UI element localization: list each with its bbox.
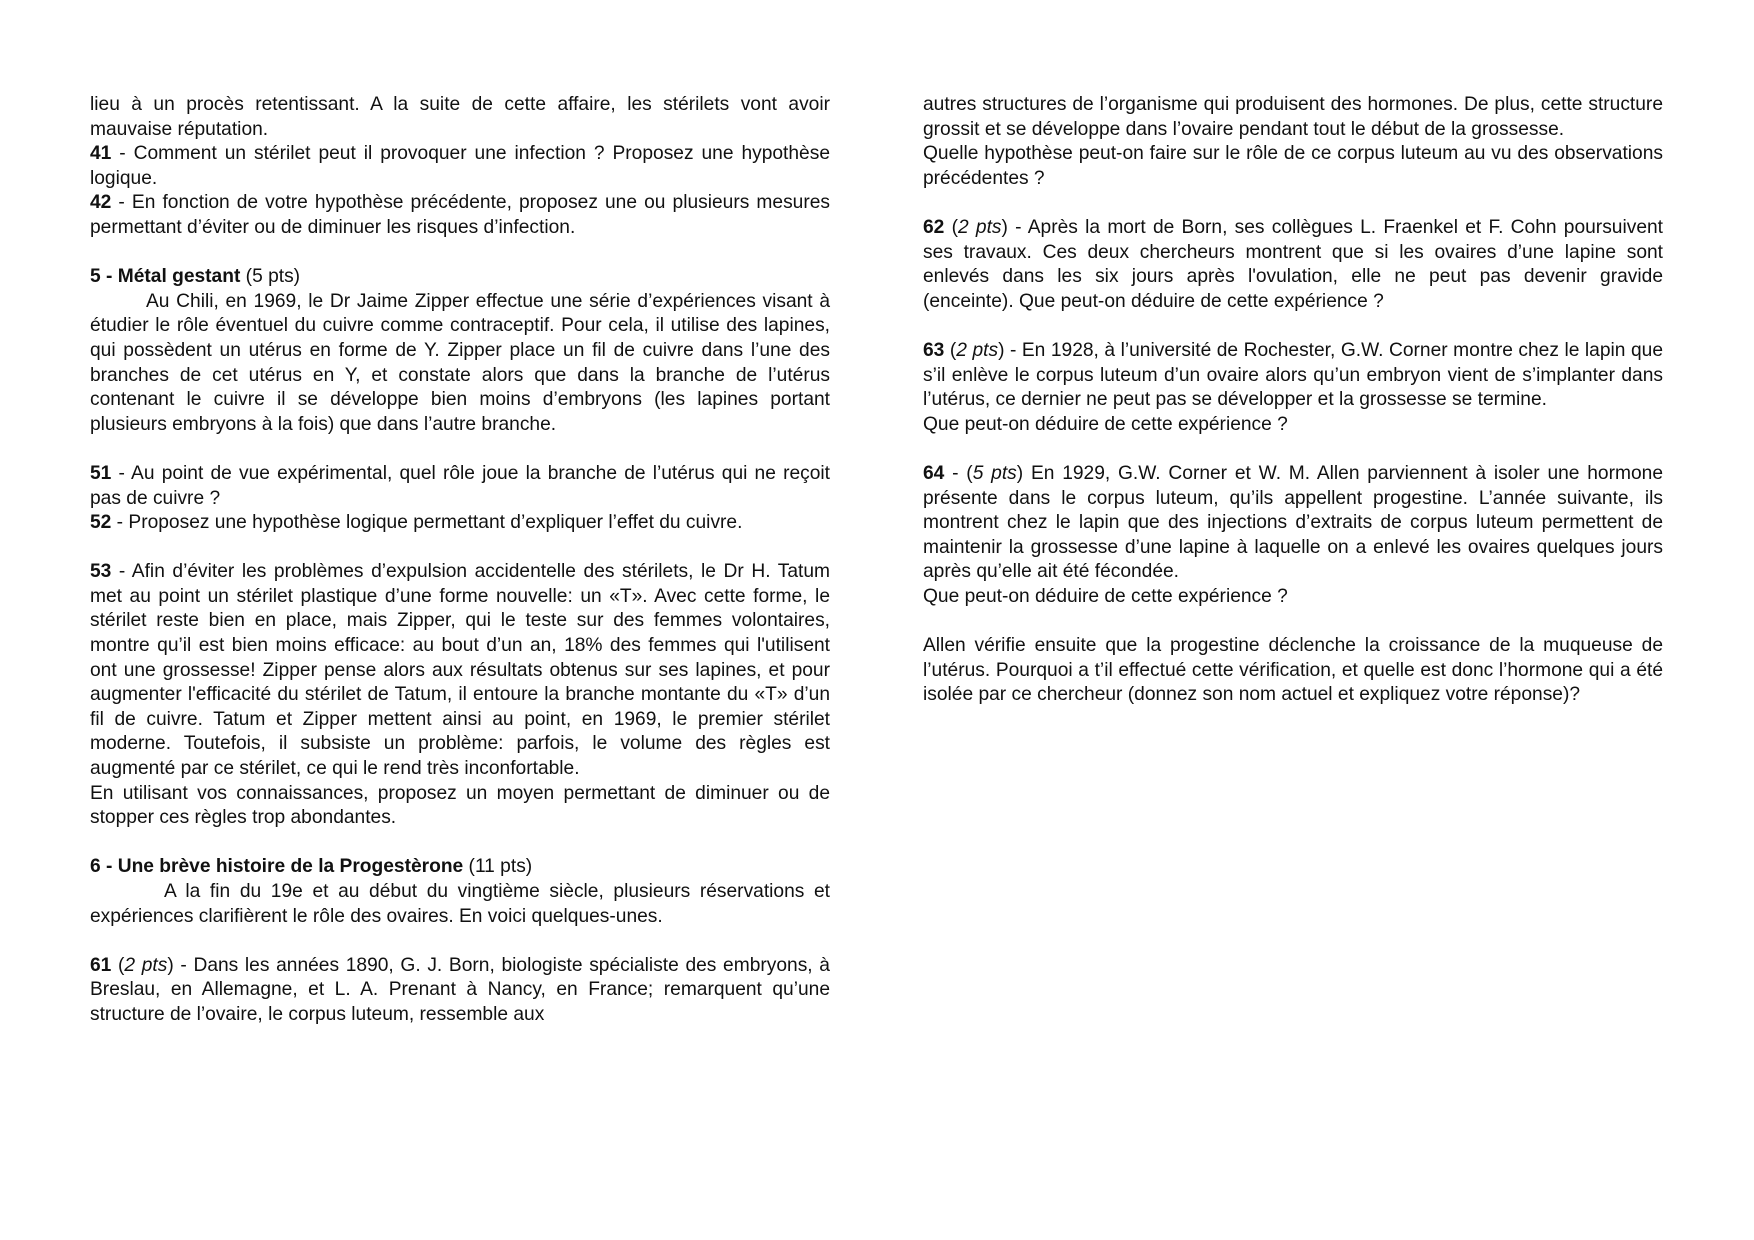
question-63-ask: Que peut-on déduire de cette expérience ?: [923, 413, 1288, 435]
question-51: 51 - Au point de vue expérimental, quel rôle joue la branche de l’utérus qui ne reçoit pas de cuivre ?: [90, 462, 830, 509]
question-number: 61: [90, 954, 112, 976]
section-title: 5 - Métal gestant: [90, 266, 241, 288]
question-number: 41: [90, 143, 112, 165]
question-number: 51: [90, 462, 112, 484]
section-title: 6 - Une brève histoire de la Progestèrone: [90, 856, 464, 878]
question-64: 64 - (5 pts) En 1929, G.W. Corner et W. M. Allen parviennent à isoler une hormone présente dans le corpus luteum, qu’ils appellent progestine. L’année suivante, ils montrent chez le lapin que des injections d’extraits de corpus luteum permettent de maintenir la grossesse d’une lapine à laquelle on a enlevé les ovaires quelques jours après qu’elle ait été fécondée.: [923, 462, 1663, 583]
question-63: 63 (2 pts) - En 1928, à l’université de Rochester, G.W. Corner montre chez le lapin que s’il enlève le corpus luteum d’un ovaire alors qu’un embryon vient de s’implanter dans l’utérus, ce dernier ne peut pas se développer et la grossesse se termine.: [923, 339, 1663, 411]
question-52: 52 - Proposez une hypothèse logique permettant d’expliquer l’effet du cuivre.: [90, 512, 743, 534]
section-points: (11 pts): [463, 856, 533, 878]
section-points: (5 pts): [240, 266, 301, 288]
question-62: 62 (2 pts) - Après la mort de Born, ses collègues L. Fraenkel et F. Cohn poursuivent ses travaux. Ces deux chercheurs montrent que si les ovaires d’une lapine sont enlevés dans les six jours après l'ovulation, elle ne peut pas devenir gravide (enceinte). Que peut-on déduire de cette expérience ?: [923, 216, 1663, 312]
question-61: 61 (2 pts) - Dans les années 1890, G. J. Born, biologiste spécialiste des embryons, à Breslau, en Allemagne, et L. A. Prenant à Nancy, en France; remarquent qu’une structure de l’ovaire, le corpus luteum, ressemble aux: [90, 954, 830, 1025]
question-number: 42: [90, 192, 112, 214]
question-points: 2 pts: [958, 216, 1002, 238]
paragraph-continued: autres structures de l’organisme qui produisent des hormones. De plus, cette structure grossit et se développe dans l’ovaire pendant tout le début de la grossesse.: [923, 94, 1663, 140]
left-column: [90, 93, 830, 1028]
question-42: 42 - En fonction de votre hypothèse précédente, proposez une ou plusieurs mesures permettant d’éviter ou de diminuer les risques d’infection.: [90, 192, 830, 238]
section-5-heading: [90, 265, 830, 290]
question-number: 53: [90, 561, 112, 583]
right-column: [923, 93, 1663, 708]
question-53-ask: En utilisant vos connaissances, proposez un moyen permettant de diminuer ou de stopper ces règles trop abondantes.: [90, 782, 830, 829]
section-6-intro: A la fin du 19e et au début du vingtième siècle, plusieurs réservations et expériences clarifièrent le rôle des ovaires. En voici quelques-unes.: [90, 881, 830, 927]
question-points: 2 pts: [956, 339, 999, 361]
question-53: 53 - Afin d’éviter les problèmes d’expulsion accidentelle des stérilets, le Dr H. Tatum met au point un stérilet plastique d’une forme nouvelle: un «T». Avec cette forme, le stérilet reste bien en place, mais Zipper, qui le teste sur des femmes volontaires, montre qu’il est bien moins efficace: au bout d’un an, 18% des femmes qui l'utilisent ont une grossesse! Zipper pense alors aux résultats obtenus sur ses lapines, et pour augmenter l'efficacité du stérilet de Tatum, il entoure la branche montante du «T» d’un fil de cuivre. Tatum et Zipper mettent ainsi au point, en 1969, le premier stérilet moderne. Toutefois, il subsiste un problème: parfois, le volume des règles est augmenté par ce stérilet, ce qui le rend très inconfortable.: [90, 561, 830, 780]
question-number: 64: [923, 462, 945, 484]
question-points: 5 pts: [972, 462, 1017, 484]
section-6-heading: [90, 855, 830, 880]
paragraph-intro: lieu à un procès retentissant. A la suite de cette affaire, les stérilets vont avoir mauvaise réputation.: [90, 94, 830, 140]
question-61-ask: Quelle hypothèse peut-on faire sur le rôle de ce corpus luteum au vu des observations précédentes ?: [923, 143, 1663, 189]
question-number: 63: [923, 339, 945, 361]
question-number: 52: [90, 512, 112, 534]
section-5-intro: Au Chili, en 1969, le Dr Jaime Zipper effectue une série d’expériences visant à étudier le rôle éventuel du cuivre comme contraceptif. Pour cela, il utilise des lapines, qui possèdent un utérus en forme de Y. Zipper place un fil de cuivre dans l’une des branches de cet utérus en Y, et constate alors que dans la branche de l’utérus contenant le cuivre il se développe bien moins d’embryons (les lapines portant plusieurs embryons à la fois) que dans l’autre branche.: [90, 290, 830, 435]
final-question: Allen vérifie ensuite que la progestine déclenche la croissance de la muqueuse de l’utérus. Pourquoi a t’il effectué cette vérification, et quelle est donc l’hormone qui a été isolée par ce chercheur (donnez son nom actuel et expliquez votre réponse)?: [923, 635, 1663, 706]
question-points: 2 pts: [124, 954, 168, 976]
question-number: 62: [923, 216, 945, 238]
question-64-ask: Que peut-on déduire de cette expérience ?: [923, 585, 1288, 607]
question-41: 41 - Comment un stérilet peut il provoquer une infection ? Proposez une hypothèse logique.: [90, 143, 830, 189]
